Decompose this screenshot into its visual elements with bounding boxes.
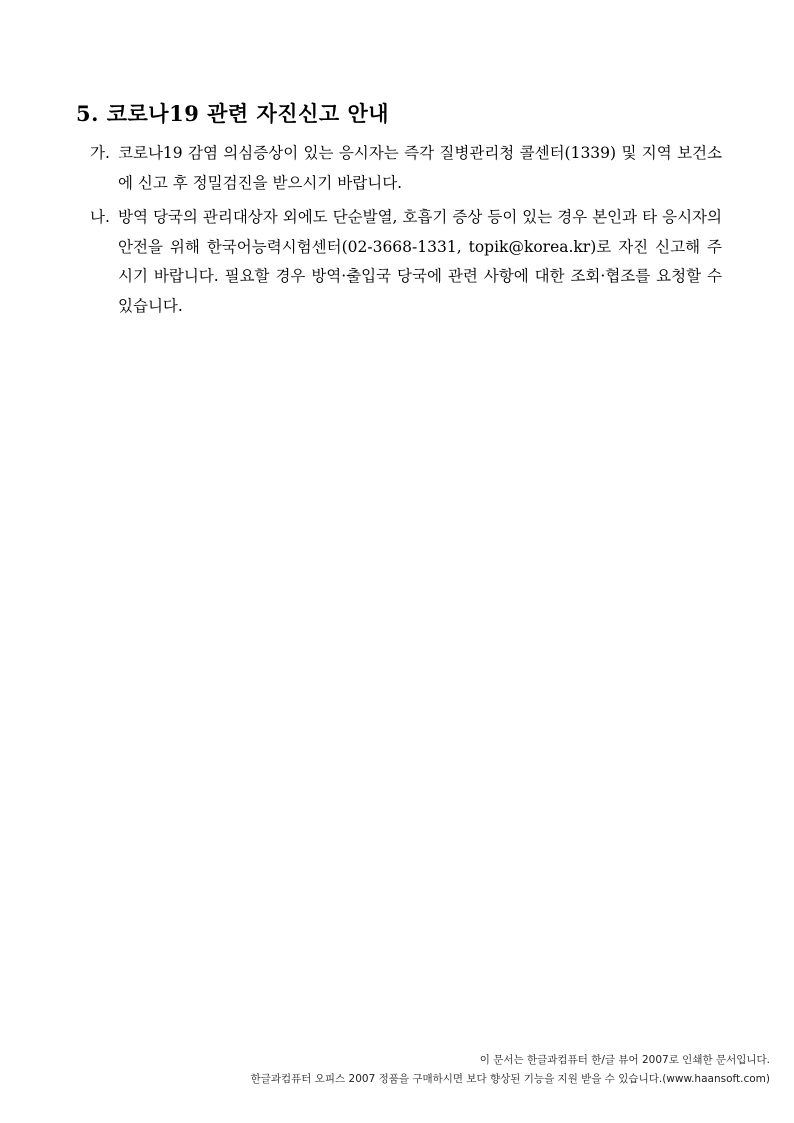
footer-viewer-notice: 이 문서는 한글과컴퓨터 한/글 뷰어 2007로 인쇄한 문서입니다. (479, 1054, 770, 1066)
list-item (90, 203, 722, 321)
list-item-marker: 가. (90, 144, 110, 162)
list-item-marker: 나. (90, 208, 110, 226)
list-item (90, 139, 722, 198)
list-item-text: 방역 당국의 관리대상자 외에도 단순발열, 호흡기 증상 등이 있는 경우 본인과 타 응시자의 안전을 위해 한국어능력시험센터(02-3668-1331, topik@korea.kr)로 자진 신고해 주시기 바랍니다. 필요할 경우 방역·출입국 당국에 관련 사항에 대한 조회·협조를 요청할 수 있습니다. (118, 208, 722, 315)
section-title: 5. 코로나19 관련 자진신고 안내 (76, 101, 390, 126)
list-item-text: 코로나19 감염 의심증상이 있는 응시자는 즉각 질병관리청 콜센터(1339) 및 지역 보건소에 신고 후 정밀검진을 받으시기 바랍니다. (118, 144, 722, 192)
footer-promo-notice: 한글과컴퓨터 오피스 2007 정품을 구매하시면 보다 향상된 기능을 지원 받을 수 있습니다.(www.haansoft.com) (250, 1073, 770, 1085)
